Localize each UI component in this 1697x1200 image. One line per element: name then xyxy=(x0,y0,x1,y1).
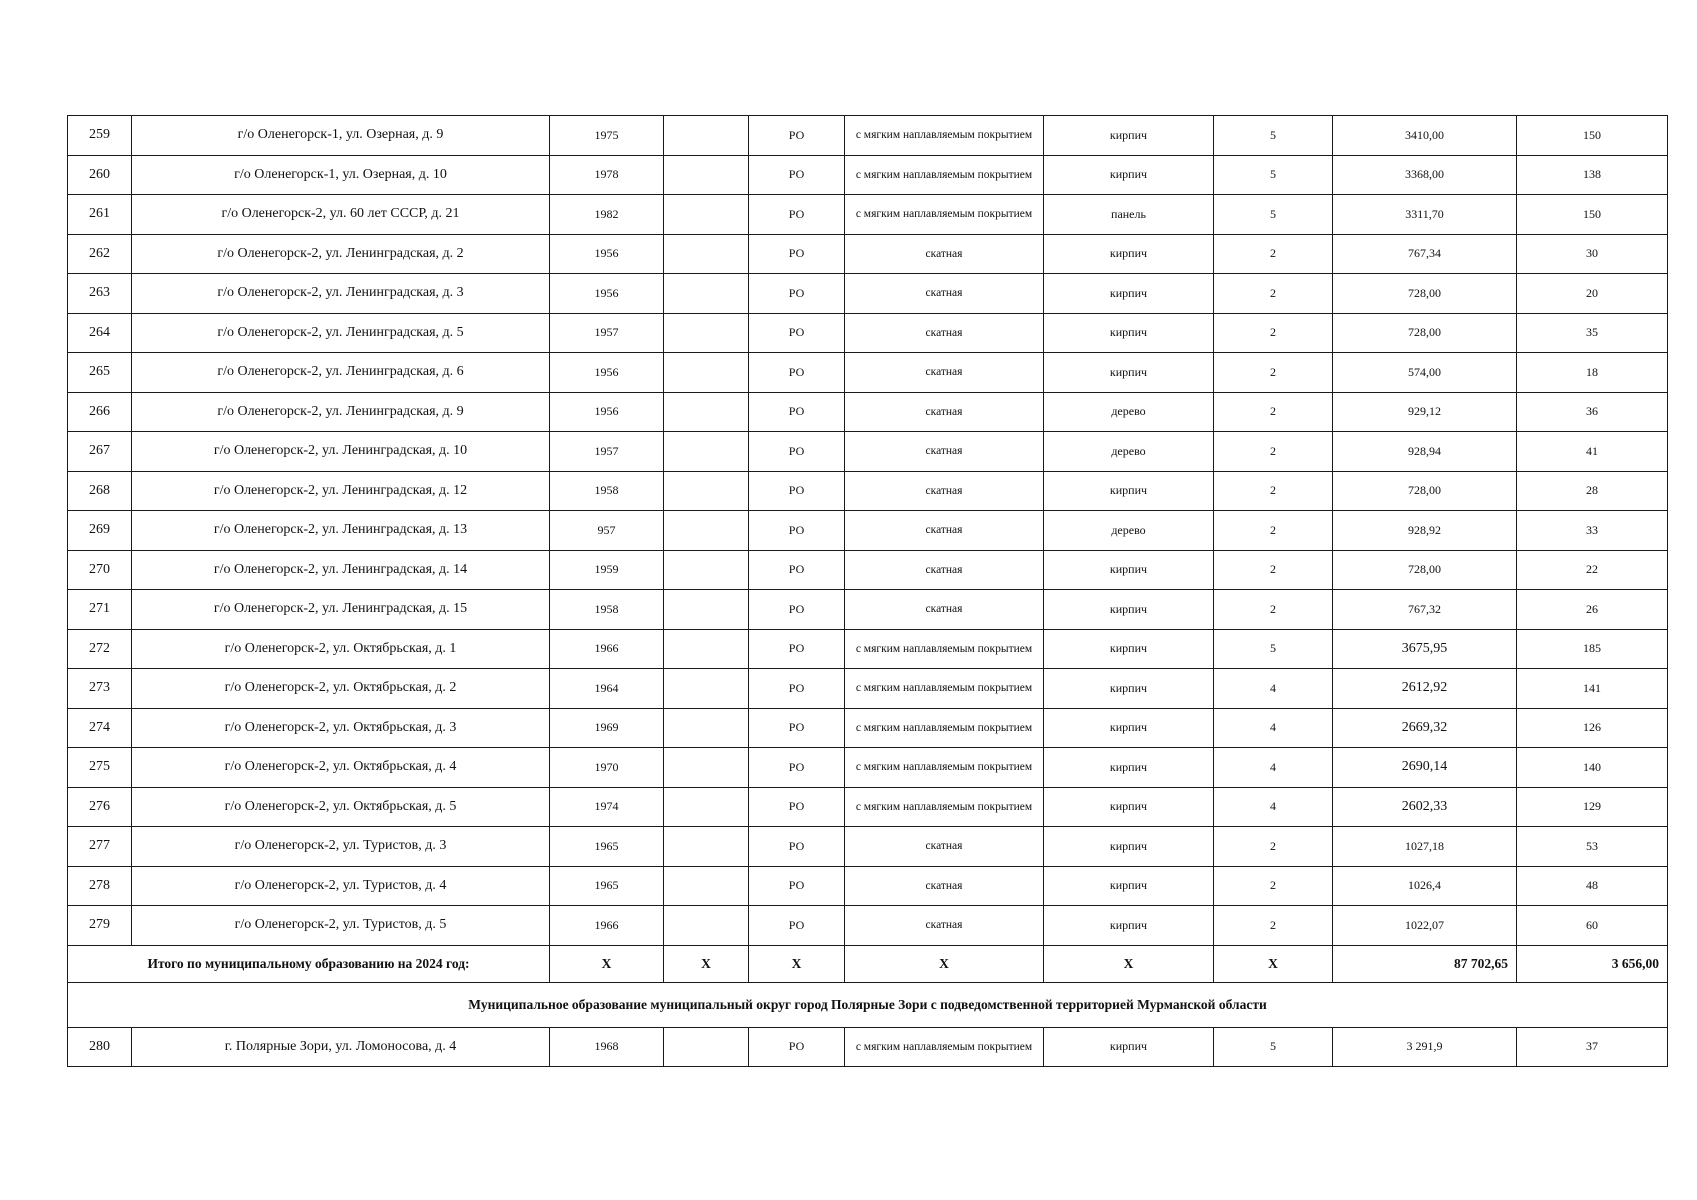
roof-type-cell: скатная xyxy=(845,313,1044,353)
row-number: 271 xyxy=(68,590,132,630)
row-number: 261 xyxy=(68,195,132,235)
floors-cell: 5 xyxy=(1214,116,1333,156)
roof-type-cell: скатная xyxy=(845,234,1044,274)
wall-material-cell: кирпич xyxy=(1044,708,1214,748)
blank-cell xyxy=(664,313,749,353)
year-cell: 1982 xyxy=(550,195,664,235)
floors-cell: 2 xyxy=(1214,353,1333,393)
blank-cell xyxy=(664,787,749,827)
total-x-mark: X xyxy=(1214,945,1333,982)
row-number: 274 xyxy=(68,708,132,748)
blank-cell xyxy=(664,827,749,867)
year-cell: 1957 xyxy=(550,313,664,353)
floors-cell: 4 xyxy=(1214,787,1333,827)
year-cell: 1975 xyxy=(550,116,664,156)
year-cell: 1959 xyxy=(550,550,664,590)
floors-cell: 2 xyxy=(1214,590,1333,630)
wall-material-cell: кирпич xyxy=(1044,1027,1214,1067)
year-cell: 1958 xyxy=(550,471,664,511)
area-cell: 3675,95 xyxy=(1333,629,1517,669)
row-number: 265 xyxy=(68,353,132,393)
address-cell: г/о Оленегорск-2, ул. Туристов, д. 4 xyxy=(132,866,550,906)
residents-cell: 22 xyxy=(1517,550,1668,590)
row-number: 266 xyxy=(68,392,132,432)
address-cell: г/о Оленегорск-2, ул. Октябрьская, д. 5 xyxy=(132,787,550,827)
residents-cell: 35 xyxy=(1517,313,1668,353)
wall-material-cell: кирпич xyxy=(1044,629,1214,669)
wall-material-cell: кирпич xyxy=(1044,669,1214,709)
row-number: 275 xyxy=(68,748,132,788)
row-number: 278 xyxy=(68,866,132,906)
floors-cell: 2 xyxy=(1214,313,1333,353)
floors-cell: 2 xyxy=(1214,234,1333,274)
wall-material-cell: кирпич xyxy=(1044,866,1214,906)
area-cell: 2669,32 xyxy=(1333,708,1517,748)
address-cell: г/о Оленегорск-2, ул. Ленинградская, д. 5 xyxy=(132,313,550,353)
roof-type-cell: скатная xyxy=(845,511,1044,551)
org-cell: РО xyxy=(749,353,845,393)
total-x-mark: X xyxy=(550,945,664,982)
roof-type-cell: скатная xyxy=(845,590,1044,630)
roof-type-cell: скатная xyxy=(845,866,1044,906)
roof-type-cell: скатная xyxy=(845,432,1044,472)
org-cell: РО xyxy=(749,116,845,156)
blank-cell xyxy=(664,234,749,274)
blank-cell xyxy=(664,511,749,551)
wall-material-cell: кирпич xyxy=(1044,550,1214,590)
total-row xyxy=(68,945,1668,982)
total-x-mark: X xyxy=(845,945,1044,982)
blank-cell xyxy=(664,274,749,314)
blank-cell xyxy=(664,432,749,472)
area-cell: 928,92 xyxy=(1333,511,1517,551)
org-cell: РО xyxy=(749,787,845,827)
residents-cell: 150 xyxy=(1517,116,1668,156)
wall-material-cell: кирпич xyxy=(1044,471,1214,511)
residents-cell: 33 xyxy=(1517,511,1668,551)
blank-cell xyxy=(664,550,749,590)
blank-cell xyxy=(664,708,749,748)
address-cell: г/о Оленегорск-2, ул. Октябрьская, д. 1 xyxy=(132,629,550,669)
table-row xyxy=(68,866,1668,906)
year-cell: 1958 xyxy=(550,590,664,630)
area-cell: 929,12 xyxy=(1333,392,1517,432)
wall-material-cell: кирпич xyxy=(1044,353,1214,393)
row-number: 277 xyxy=(68,827,132,867)
roof-type-cell: с мягким наплавляемым покрытием xyxy=(845,708,1044,748)
org-cell: РО xyxy=(749,392,845,432)
roof-type-cell: скатная xyxy=(845,392,1044,432)
blank-cell xyxy=(664,590,749,630)
floors-cell: 4 xyxy=(1214,748,1333,788)
org-cell: РО xyxy=(749,629,845,669)
org-cell: РО xyxy=(749,708,845,748)
org-cell: РО xyxy=(749,274,845,314)
org-cell: РО xyxy=(749,590,845,630)
residents-cell: 41 xyxy=(1517,432,1668,472)
area-cell: 2612,92 xyxy=(1333,669,1517,709)
roof-type-cell: с мягким наплавляемым покрытием xyxy=(845,155,1044,195)
total-x-mark: X xyxy=(664,945,749,982)
address-cell: г/о Оленегорск-2, ул. Октябрьская, д. 2 xyxy=(132,669,550,709)
table-row xyxy=(68,471,1668,511)
residents-cell: 36 xyxy=(1517,392,1668,432)
table-row xyxy=(68,787,1668,827)
area-cell: 728,00 xyxy=(1333,274,1517,314)
blank-cell xyxy=(664,748,749,788)
residents-cell: 126 xyxy=(1517,708,1668,748)
row-number: 269 xyxy=(68,511,132,551)
wall-material-cell: кирпич xyxy=(1044,748,1214,788)
floors-cell: 2 xyxy=(1214,827,1333,867)
address-cell: г/о Оленегорск-2, ул. Ленинградская, д. 12 xyxy=(132,471,550,511)
org-cell: РО xyxy=(749,511,845,551)
row-number: 279 xyxy=(68,906,132,946)
org-cell: РО xyxy=(749,195,845,235)
table-row xyxy=(68,629,1668,669)
floors-cell: 2 xyxy=(1214,550,1333,590)
address-cell: г/о Оленегорск-2, ул. Ленинградская, д. 3 xyxy=(132,274,550,314)
table-row xyxy=(68,432,1668,472)
floors-cell: 2 xyxy=(1214,274,1333,314)
area-cell: 728,00 xyxy=(1333,313,1517,353)
org-cell: РО xyxy=(749,471,845,511)
blank-cell xyxy=(664,471,749,511)
wall-material-cell: дерево xyxy=(1044,511,1214,551)
roof-type-cell: с мягким наплавляемым покрытием xyxy=(845,116,1044,156)
year-cell: 1978 xyxy=(550,155,664,195)
roof-type-cell: скатная xyxy=(845,906,1044,946)
wall-material-cell: кирпич xyxy=(1044,827,1214,867)
floors-cell: 2 xyxy=(1214,511,1333,551)
wall-material-cell: кирпич xyxy=(1044,313,1214,353)
area-cell: 2602,33 xyxy=(1333,787,1517,827)
table-row xyxy=(68,116,1668,156)
floors-cell: 4 xyxy=(1214,708,1333,748)
address-cell: г/о Оленегорск-2, ул. Туристов, д. 5 xyxy=(132,906,550,946)
year-cell: 1966 xyxy=(550,629,664,669)
address-cell: г/о Оленегорск-2, ул. Ленинградская, д. 10 xyxy=(132,432,550,472)
total-x-mark: X xyxy=(1044,945,1214,982)
area-cell: 3 291,9 xyxy=(1333,1027,1517,1067)
floors-cell: 2 xyxy=(1214,432,1333,472)
floors-cell: 5 xyxy=(1214,195,1333,235)
area-cell: 1026,4 xyxy=(1333,866,1517,906)
org-cell: РО xyxy=(749,748,845,788)
year-cell: 1964 xyxy=(550,669,664,709)
area-cell: 1022,07 xyxy=(1333,906,1517,946)
table-row xyxy=(68,1027,1668,1067)
table-row xyxy=(68,590,1668,630)
address-cell: г/о Оленегорск-1, ул. Озерная, д. 9 xyxy=(132,116,550,156)
floors-cell: 2 xyxy=(1214,392,1333,432)
row-number: 262 xyxy=(68,234,132,274)
area-cell: 3311,70 xyxy=(1333,195,1517,235)
table-row xyxy=(68,906,1668,946)
area-cell: 767,32 xyxy=(1333,590,1517,630)
org-cell: РО xyxy=(749,866,845,906)
row-number: 273 xyxy=(68,669,132,709)
total-area: 87 702,65 xyxy=(1333,945,1517,982)
row-number: 267 xyxy=(68,432,132,472)
year-cell: 1970 xyxy=(550,748,664,788)
table-row xyxy=(68,353,1668,393)
area-cell: 728,00 xyxy=(1333,550,1517,590)
table-row xyxy=(68,195,1668,235)
roof-type-cell: с мягким наплавляемым покрытием xyxy=(845,787,1044,827)
wall-material-cell: дерево xyxy=(1044,432,1214,472)
org-cell: РО xyxy=(749,1027,845,1067)
residents-cell: 150 xyxy=(1517,195,1668,235)
table-row xyxy=(68,234,1668,274)
residents-cell: 53 xyxy=(1517,827,1668,867)
year-cell: 1957 xyxy=(550,432,664,472)
wall-material-cell: панель xyxy=(1044,195,1214,235)
address-cell: г/о Оленегорск-2, ул. Ленинградская, д. 2 xyxy=(132,234,550,274)
residents-cell: 48 xyxy=(1517,866,1668,906)
area-cell: 1027,18 xyxy=(1333,827,1517,867)
row-number: 272 xyxy=(68,629,132,669)
org-cell: РО xyxy=(749,669,845,709)
floors-cell: 2 xyxy=(1214,866,1333,906)
table-row xyxy=(68,313,1668,353)
roof-type-cell: с мягким наплавляемым покрытием xyxy=(845,669,1044,709)
wall-material-cell: кирпич xyxy=(1044,116,1214,156)
blank-cell xyxy=(664,669,749,709)
roof-type-cell: с мягким наплавляемым покрытием xyxy=(845,748,1044,788)
floors-cell: 5 xyxy=(1214,155,1333,195)
floors-cell: 2 xyxy=(1214,906,1333,946)
residents-cell: 20 xyxy=(1517,274,1668,314)
blank-cell xyxy=(664,906,749,946)
address-cell: г. Полярные Зори, ул. Ломоносова, д. 4 xyxy=(132,1027,550,1067)
total-residents: 3 656,00 xyxy=(1517,945,1668,982)
residents-cell: 26 xyxy=(1517,590,1668,630)
residents-cell: 141 xyxy=(1517,669,1668,709)
residents-cell: 138 xyxy=(1517,155,1668,195)
table-row xyxy=(68,392,1668,432)
org-cell: РО xyxy=(749,313,845,353)
table-row xyxy=(68,550,1668,590)
wall-material-cell: кирпич xyxy=(1044,234,1214,274)
wall-material-cell: кирпич xyxy=(1044,906,1214,946)
roof-type-cell: с мягким наплавляемым покрытием xyxy=(845,195,1044,235)
blank-cell xyxy=(664,195,749,235)
year-cell: 1956 xyxy=(550,392,664,432)
blank-cell xyxy=(664,155,749,195)
blank-cell xyxy=(664,1027,749,1067)
wall-material-cell: кирпич xyxy=(1044,274,1214,314)
residents-cell: 129 xyxy=(1517,787,1668,827)
row-number: 268 xyxy=(68,471,132,511)
year-cell: 1969 xyxy=(550,708,664,748)
area-cell: 574,00 xyxy=(1333,353,1517,393)
address-cell: г/о Оленегорск-2, ул. Ленинградская, д. 9 xyxy=(132,392,550,432)
residents-cell: 185 xyxy=(1517,629,1668,669)
floors-cell: 5 xyxy=(1214,1027,1333,1067)
area-cell: 767,34 xyxy=(1333,234,1517,274)
area-cell: 728,00 xyxy=(1333,471,1517,511)
table-row xyxy=(68,708,1668,748)
year-cell: 1966 xyxy=(550,906,664,946)
address-cell: г/о Оленегорск-2, ул. Октябрьская, д. 3 xyxy=(132,708,550,748)
year-cell: 1956 xyxy=(550,234,664,274)
row-number: 264 xyxy=(68,313,132,353)
residents-cell: 60 xyxy=(1517,906,1668,946)
floors-cell: 4 xyxy=(1214,669,1333,709)
org-cell: РО xyxy=(749,550,845,590)
floors-cell: 5 xyxy=(1214,629,1333,669)
table-row xyxy=(68,274,1668,314)
year-cell: 1956 xyxy=(550,274,664,314)
residents-cell: 18 xyxy=(1517,353,1668,393)
area-cell: 928,94 xyxy=(1333,432,1517,472)
table-row xyxy=(68,669,1668,709)
org-cell: РО xyxy=(749,155,845,195)
total-x-mark: X xyxy=(749,945,845,982)
area-cell: 2690,14 xyxy=(1333,748,1517,788)
wall-material-cell: кирпич xyxy=(1044,590,1214,630)
roof-type-cell: скатная xyxy=(845,274,1044,314)
roof-type-cell: с мягким наплавляемым покрытием xyxy=(845,1027,1044,1067)
roof-type-cell: с мягким наплавляемым покрытием xyxy=(845,629,1044,669)
floors-cell: 2 xyxy=(1214,471,1333,511)
residents-cell: 37 xyxy=(1517,1027,1668,1067)
table-row xyxy=(68,748,1668,788)
blank-cell xyxy=(664,866,749,906)
year-cell: 1974 xyxy=(550,787,664,827)
residents-cell: 140 xyxy=(1517,748,1668,788)
row-number: 270 xyxy=(68,550,132,590)
address-cell: г/о Оленегорск-2, ул. Ленинградская, д. 14 xyxy=(132,550,550,590)
org-cell: РО xyxy=(749,234,845,274)
row-number: 260 xyxy=(68,155,132,195)
total-label: Итого по муниципальному образованию на 2024 год: xyxy=(68,945,550,982)
address-cell: г/о Оленегорск-2, ул. Ленинградская, д. 15 xyxy=(132,590,550,630)
buildings-table xyxy=(67,115,1668,1067)
area-cell: 3368,00 xyxy=(1333,155,1517,195)
year-cell: 1956 xyxy=(550,353,664,393)
section-title: Муниципальное образование муниципальный округ город Полярные Зори с подведомственной территорией Мурманской области xyxy=(68,982,1668,1027)
address-cell: г/о Оленегорск-1, ул. Озерная, д. 10 xyxy=(132,155,550,195)
wall-material-cell: кирпич xyxy=(1044,787,1214,827)
row-number: 276 xyxy=(68,787,132,827)
year-cell: 957 xyxy=(550,511,664,551)
table-row xyxy=(68,511,1668,551)
address-cell: г/о Оленегорск-2, ул. Октябрьская, д. 4 xyxy=(132,748,550,788)
address-cell: г/о Оленегорск-2, ул. Ленинградская, д. 13 xyxy=(132,511,550,551)
roof-type-cell: скатная xyxy=(845,353,1044,393)
wall-material-cell: дерево xyxy=(1044,392,1214,432)
address-cell: г/о Оленегорск-2, ул. Туристов, д. 3 xyxy=(132,827,550,867)
table-row xyxy=(68,155,1668,195)
row-number: 259 xyxy=(68,116,132,156)
blank-cell xyxy=(664,392,749,432)
section-header-row xyxy=(68,982,1668,1027)
row-number: 263 xyxy=(68,274,132,314)
roof-type-cell: скатная xyxy=(845,471,1044,511)
wall-material-cell: кирпич xyxy=(1044,155,1214,195)
area-cell: 3410,00 xyxy=(1333,116,1517,156)
year-cell: 1968 xyxy=(550,1027,664,1067)
blank-cell xyxy=(664,629,749,669)
blank-cell xyxy=(664,116,749,156)
org-cell: РО xyxy=(749,827,845,867)
residents-cell: 30 xyxy=(1517,234,1668,274)
year-cell: 1965 xyxy=(550,866,664,906)
residents-cell: 28 xyxy=(1517,471,1668,511)
year-cell: 1965 xyxy=(550,827,664,867)
org-cell: РО xyxy=(749,906,845,946)
address-cell: г/о Оленегорск-2, ул. Ленинградская, д. 6 xyxy=(132,353,550,393)
table-row xyxy=(68,827,1668,867)
blank-cell xyxy=(664,353,749,393)
row-number: 280 xyxy=(68,1027,132,1067)
roof-type-cell: скатная xyxy=(845,550,1044,590)
org-cell: РО xyxy=(749,432,845,472)
roof-type-cell: скатная xyxy=(845,827,1044,867)
address-cell: г/о Оленегорск-2, ул. 60 лет СССР, д. 21 xyxy=(132,195,550,235)
